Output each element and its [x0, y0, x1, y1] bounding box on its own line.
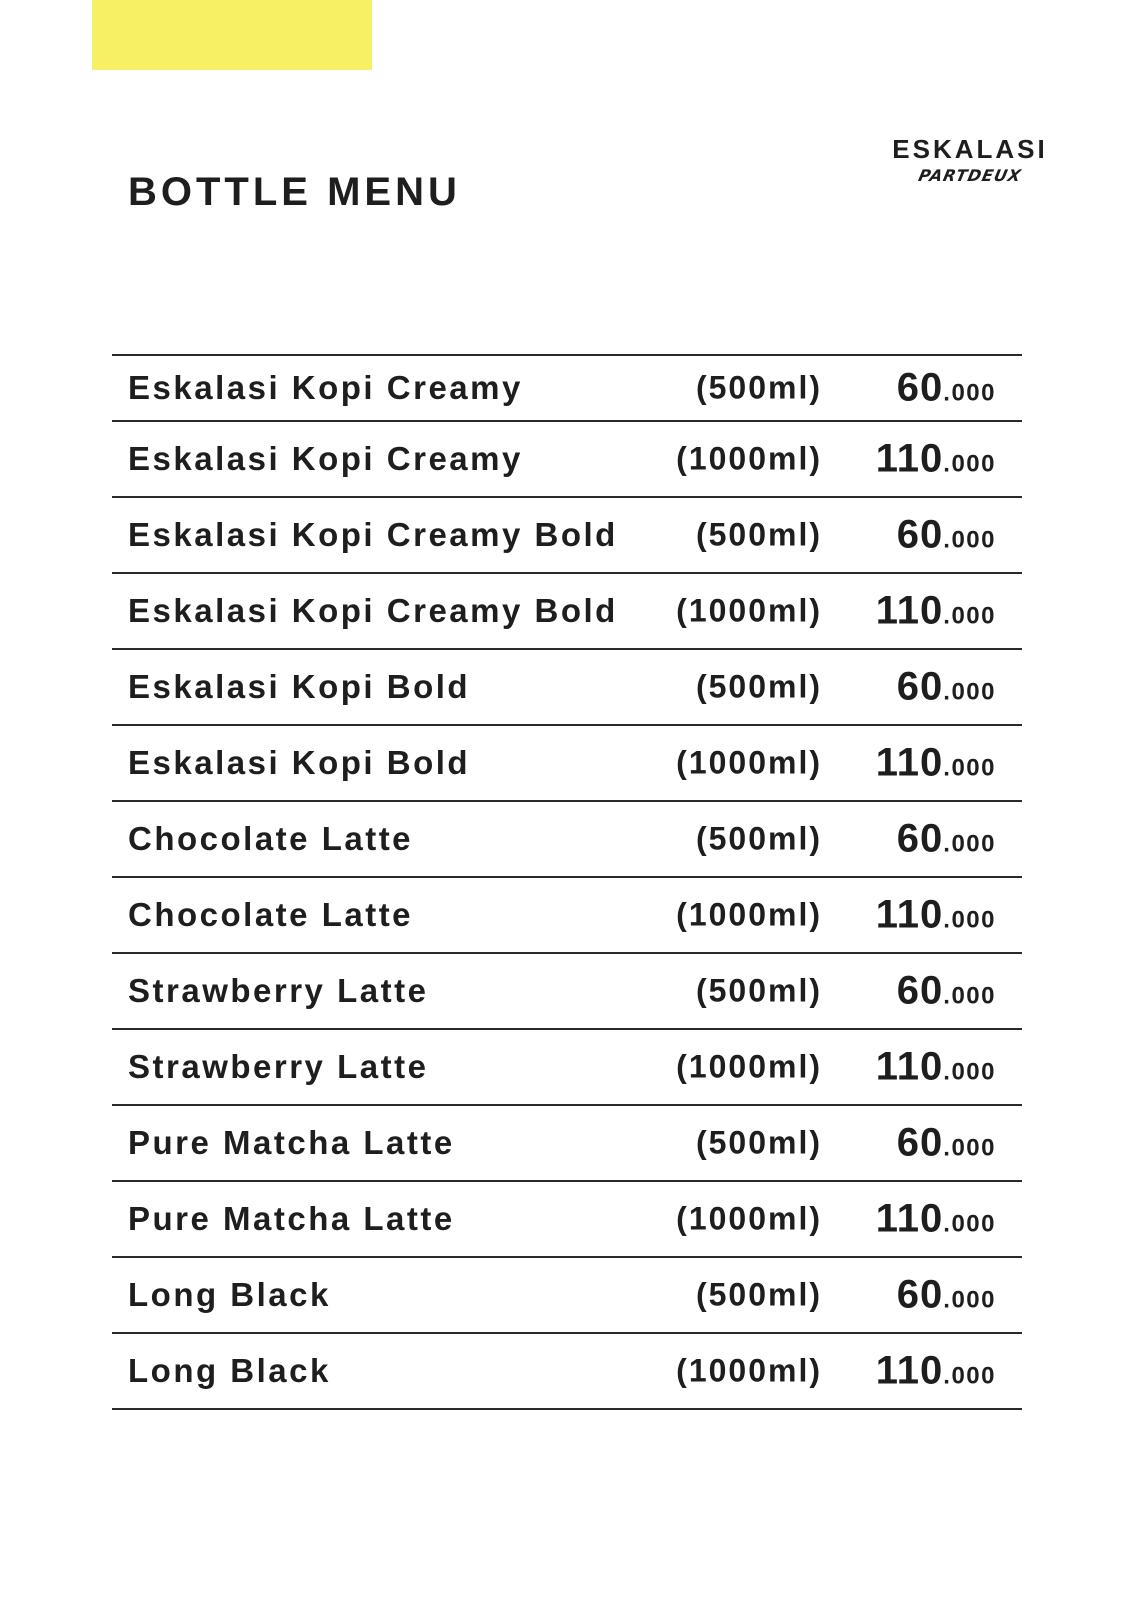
item-size: (500ml): [695, 516, 822, 553]
price-main: 60: [896, 1272, 944, 1317]
price-main: 60: [896, 816, 944, 861]
menu-row: [112, 574, 1022, 650]
item-price: [876, 437, 996, 482]
item-price: [897, 969, 996, 1014]
price-decimal: .000: [943, 830, 996, 858]
item-name: Long Black: [128, 1352, 331, 1389]
price-decimal: .000: [943, 982, 996, 1010]
item-price: [897, 1273, 996, 1318]
menu-row: [112, 650, 1022, 726]
price-decimal: .000: [943, 450, 996, 478]
item-name: Eskalasi Kopi Creamy: [128, 369, 523, 406]
price-main: 60: [896, 365, 944, 410]
item-size: (500ml): [695, 972, 822, 1009]
menu-row: [112, 498, 1022, 574]
item-size: (1000ml): [676, 1352, 822, 1389]
price-decimal: .000: [943, 1134, 996, 1162]
item-price: [897, 665, 996, 710]
price-main: 110: [875, 892, 944, 937]
item-name: Eskalasi Kopi Creamy Bold: [128, 516, 618, 553]
item-price: [897, 817, 996, 862]
menu-row: [112, 422, 1022, 498]
item-price: [897, 513, 996, 558]
item-price: [876, 589, 996, 634]
item-name: Strawberry Latte: [128, 1048, 429, 1085]
item-size: (1000ml): [676, 1200, 822, 1237]
item-name: Eskalasi Kopi Creamy: [128, 440, 523, 477]
item-price: [876, 741, 996, 786]
price-main: 110: [875, 588, 944, 633]
price-decimal: .000: [943, 526, 996, 554]
item-size: (1000ml): [676, 1048, 822, 1085]
price-decimal: .000: [943, 379, 996, 407]
menu-row: [112, 1106, 1022, 1182]
item-size: (1000ml): [676, 896, 822, 933]
menu-row: [112, 1334, 1022, 1410]
item-price: [876, 1197, 996, 1242]
page-title: BOTTLE MENU: [128, 170, 461, 214]
item-name: Pure Matcha Latte: [128, 1124, 455, 1161]
item-name: Eskalasi Kopi Bold: [128, 744, 471, 781]
price-decimal: .000: [943, 678, 996, 706]
item-price: [876, 893, 996, 938]
price-decimal: .000: [943, 754, 996, 782]
menu-row: [112, 356, 1022, 422]
item-name: Eskalasi Kopi Bold: [128, 668, 471, 705]
menu-row: [112, 954, 1022, 1030]
brand-name: ESKALASI: [892, 134, 1048, 164]
item-size: (500ml): [695, 369, 822, 406]
price-main: 110: [875, 1348, 944, 1393]
price-main: 110: [875, 436, 944, 481]
menu-row: [112, 1182, 1022, 1258]
brand-logo: [880, 136, 1060, 184]
price-main: 110: [875, 1044, 944, 1089]
item-name: Pure Matcha Latte: [128, 1200, 455, 1237]
item-size: (1000ml): [676, 592, 822, 629]
item-size: (1000ml): [676, 744, 822, 781]
item-size: (1000ml): [676, 440, 822, 477]
item-price: [876, 1045, 996, 1090]
price-main: 60: [896, 664, 944, 709]
price-decimal: .000: [943, 1058, 996, 1086]
price-decimal: .000: [943, 602, 996, 630]
item-name: Chocolate Latte: [128, 820, 414, 857]
item-name: Strawberry Latte: [128, 972, 429, 1009]
menu-row: [112, 802, 1022, 878]
item-price: [897, 1121, 996, 1166]
menu-row: [112, 1030, 1022, 1106]
brand-subtitle: PARTDEUX: [916, 166, 1024, 185]
menu-row: [112, 878, 1022, 954]
item-size: (500ml): [695, 668, 822, 705]
price-main: 60: [896, 512, 944, 557]
price-main: 60: [896, 968, 944, 1013]
item-price: [897, 366, 996, 411]
price-decimal: .000: [943, 1362, 996, 1390]
price-decimal: .000: [943, 1210, 996, 1238]
item-name: Eskalasi Kopi Creamy Bold: [128, 592, 618, 629]
item-price: [876, 1349, 996, 1394]
item-size: (500ml): [695, 820, 822, 857]
item-name: Chocolate Latte: [128, 896, 414, 933]
price-decimal: .000: [943, 906, 996, 934]
item-size: (500ml): [695, 1276, 822, 1313]
menu-row: [112, 726, 1022, 802]
item-size: (500ml): [695, 1124, 822, 1161]
menu-table: [112, 354, 1022, 1410]
price-main: 110: [875, 740, 944, 785]
yellow-accent-block: [92, 0, 372, 70]
price-decimal: .000: [943, 1286, 996, 1314]
menu-row: [112, 1258, 1022, 1334]
price-main: 110: [875, 1196, 944, 1241]
item-name: Long Black: [128, 1276, 331, 1313]
price-main: 60: [896, 1120, 944, 1165]
